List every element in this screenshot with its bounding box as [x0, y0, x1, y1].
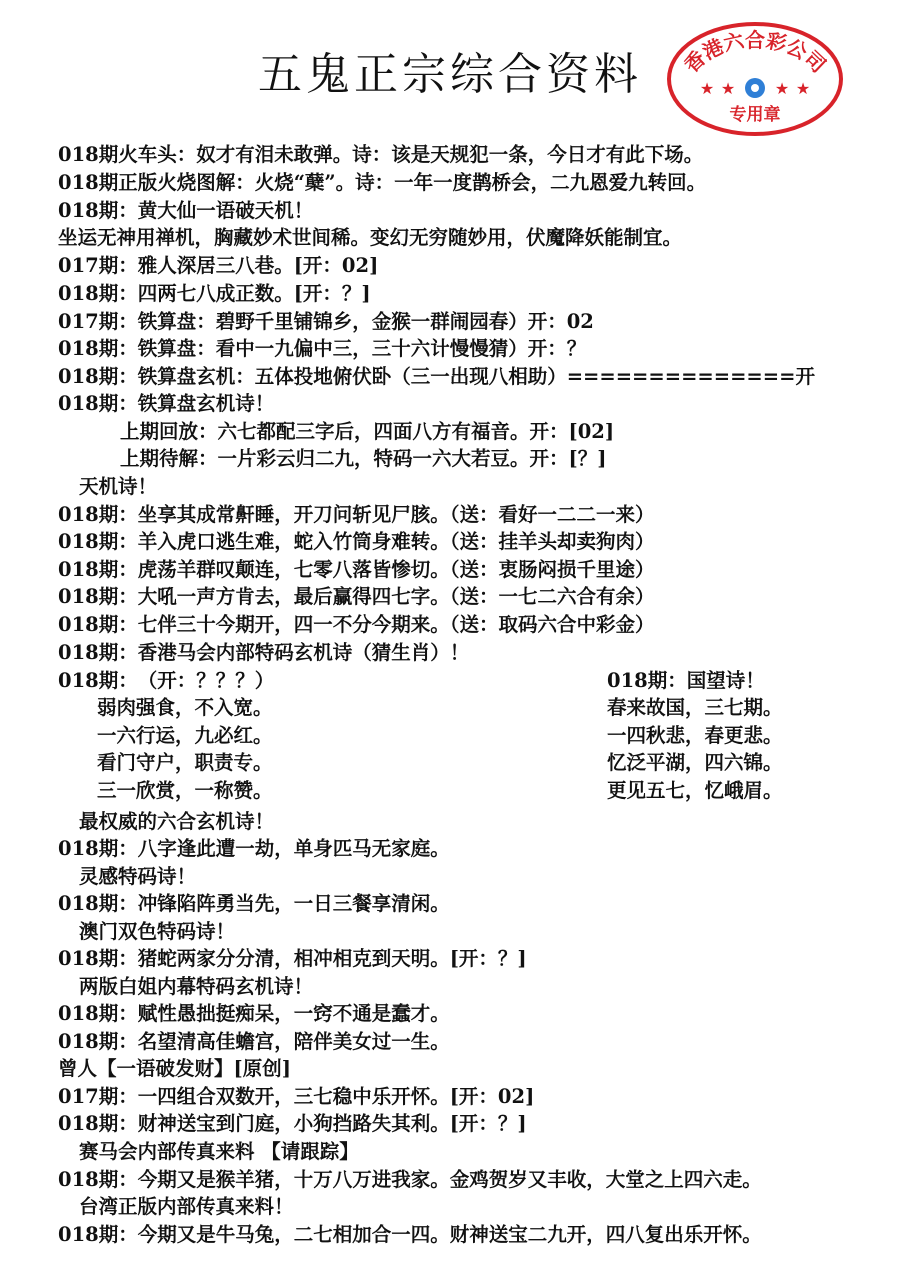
- text-line: 018期：羊入虎口逃生难，蛇入竹筒身难转。（送：挂羊头却卖狗肉）: [58, 530, 655, 553]
- text-line: 018期：虎荡羊群叹颠连，七零八落皆惨切。（送：衷肠闷损千里途）: [58, 558, 655, 581]
- text-line: 018期：财神送宝到门庭，小狗挡路失其利。[开：？]: [58, 1112, 527, 1135]
- text-line: 018期：坐享其成常鼾睡，开刀问斩见尸胲。（送：看好一二二一来）: [58, 503, 655, 526]
- text-line: 018期：铁算盘玄机：五体投地俯伏卧（三一出现八相助）==============开: [58, 365, 815, 388]
- text-line: 018期：四两七八成正数。[开：？]: [58, 282, 371, 305]
- star-icon: ★: [795, 79, 811, 98]
- poem-line: 一六行运，九必红。: [97, 724, 273, 747]
- text-line: 018期：名望清高佳蟾宫，陪伴美女过一生。: [58, 1030, 450, 1053]
- text-line: 018期：铁算盘玄机诗！: [58, 392, 275, 415]
- flower-icon: [745, 78, 765, 98]
- text-line: 018期：八字逢此遭一劫，单身匹马无家庭。: [58, 837, 450, 860]
- star-icon: ★: [774, 79, 790, 98]
- text-line: 018期：今期又是猴羊猪，十万八万进我家。金鸡贺岁又丰收，大堂之上四六走。: [58, 1168, 762, 1191]
- right-poem-line: 春来故国，三七期。: [607, 696, 783, 719]
- text-line: 018期：七伴三十今期开，四一不分今期来。（送：取码六合中彩金）: [58, 613, 655, 636]
- star-icon: ★: [699, 79, 715, 98]
- text-line: 018期：香港马会内部特码玄机诗（猜生肖）！: [58, 641, 470, 664]
- text-line: 017期：铁算盘：碧野千里铺锦乡，金猴一群闹园春）开：02: [58, 310, 594, 333]
- text-line: 018期火车头：奴才有泪未敢弹。诗：该是天规犯一条，今日才有此下场。: [58, 143, 704, 166]
- text-line: 017期：雅人深居三八巷。[开：02]: [58, 254, 379, 277]
- text-line: 018期：铁算盘：看中一九偏中三，三十六计慢慢猜）开：？: [58, 337, 587, 360]
- right-poem-line: 一四秋悲，春更悲。: [607, 724, 783, 747]
- text-line: 018期：冲锋陷阵勇当先，一日三餐享清闲。: [58, 892, 450, 915]
- company-seal: [664, 20, 846, 138]
- text-line: 017期：一四组合双数开，三七稳中乐开怀。[开：02]: [58, 1085, 535, 1108]
- text-line: 018期：猪蛇两家分分清，相冲相克到天明。[开：？]: [58, 947, 527, 970]
- right-column-heading: 018期：国望诗！: [607, 669, 765, 692]
- section-heading: 澳门双色特码诗！: [79, 920, 236, 943]
- text-line: 018期：今期又是牛马兔，二七相加合一四。财神送宝二九开，四八复出乐开怀。: [58, 1223, 762, 1246]
- text-line: 上期待解：一片彩云归二九，特码一六大若豆。开：[？]: [120, 447, 607, 470]
- right-poem-line: 更见五七，忆峨眉。: [607, 779, 783, 802]
- star-icon: ★: [720, 79, 736, 98]
- text-line: 上期回放：六七都配三字后，四面八方有福音。开：[02]: [120, 420, 615, 443]
- text-line: 018期：黄大仙一语破天机！: [58, 199, 314, 222]
- right-poem-line: 忆泛平湖，四六锦。: [607, 751, 783, 774]
- section-heading: 两版白姐内幕特码玄机诗！: [79, 975, 314, 998]
- section-heading: 最权威的六合玄机诗！: [79, 810, 275, 833]
- poem-line: 三一欣赏，一称赞。: [97, 779, 273, 802]
- text-line: 坐运无神用禅机，胸藏妙术世间稀。变幻无穷随妙用，伏魔降妖能制宜。: [58, 226, 683, 249]
- section-heading: 曾人【一语破发财】[原创]: [58, 1057, 291, 1080]
- seal-bottom-text: 专用章: [729, 105, 781, 125]
- section-heading: 台湾正版内部传真来料！: [79, 1195, 294, 1218]
- seal-top-text: 香港六合彩公司: [679, 27, 831, 78]
- page-title: 五鬼正宗综合资料: [258, 49, 642, 100]
- section-heading: 赛马会内部传真来料 【请跟踪】: [79, 1140, 359, 1163]
- text-line: 018期： （开：？？？）: [58, 669, 275, 692]
- section-heading: 天机诗！: [79, 475, 158, 498]
- section-heading: 灵感特码诗！: [79, 865, 197, 888]
- text-line: 018期：赋性愚拙挺痴呆，一窍不通是蠢才。: [58, 1002, 450, 1025]
- text-line: 018期正版火烧图解：火烧“蘖”。诗：一年一度鹊桥会，二九恩爱九转回。: [58, 171, 707, 194]
- poem-line: 弱肉强食，不入宽。: [97, 696, 273, 719]
- text-line: 018期：大吼一声方肯去，最后赢得四七字。（送：一七二六合有余）: [58, 585, 655, 608]
- poem-line: 看门守户，职责专。: [97, 751, 273, 774]
